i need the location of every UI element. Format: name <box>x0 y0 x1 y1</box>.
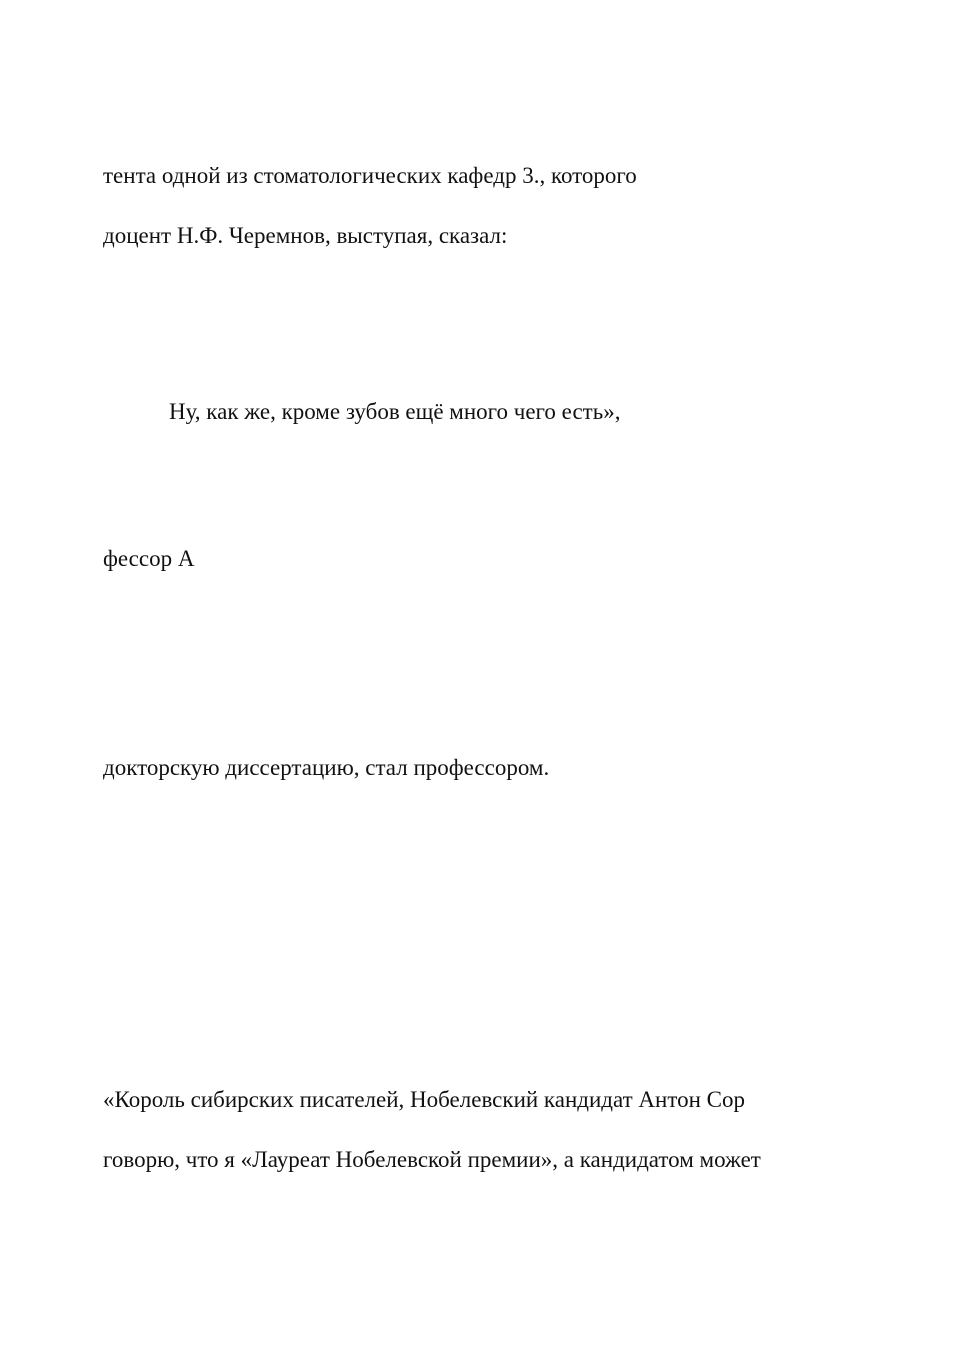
text-line: тента одной из стоматологических кафедр 3., которого <box>103 163 637 188</box>
text-line: докторскую диссертацию, стал профессором. <box>103 755 550 780</box>
text-line: Ну, как же, кроме зубов ещё много чего есть», <box>169 399 621 424</box>
text-line: доцент Н.Ф. Черемнов, выступая, сказал: <box>103 223 508 248</box>
text-line: говорю, что я «Лауреат Нобелевской премии», а кандидатом может <box>103 1147 761 1172</box>
text-line: фессор А <box>103 546 195 571</box>
text-line: «Король сибирских писателей, Нобелевский кандидат Антон Сор <box>103 1087 745 1112</box>
